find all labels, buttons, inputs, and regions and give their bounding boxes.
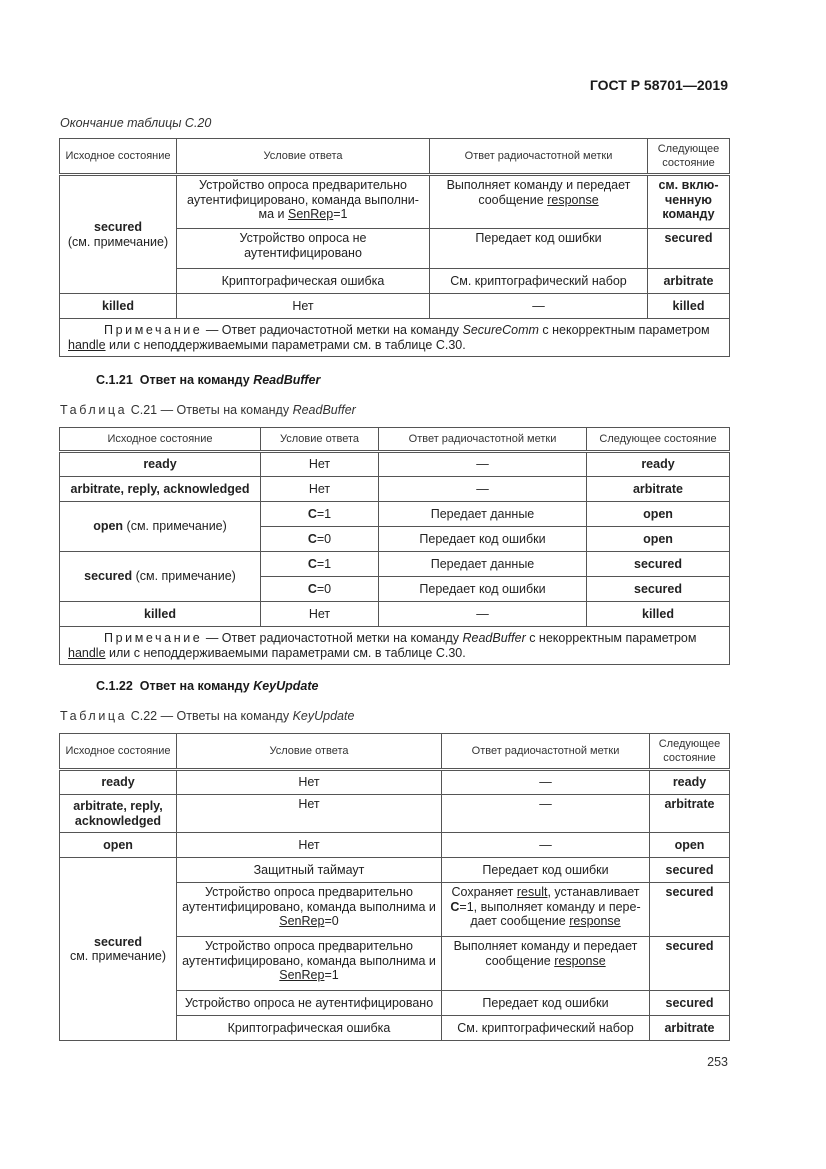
table-c20 <box>59 138 730 357</box>
condition-cell: Устройство опроса предварительно аутентифицировано, команда выполнима и SenRep=1 <box>177 937 442 991</box>
condition-cell: Нет <box>177 294 430 319</box>
table-c20-continuation-caption: Окончание таблицы С.20 <box>60 116 212 130</box>
condition-cell: Нет <box>261 477 379 502</box>
table-c21 <box>59 427 730 665</box>
condition-cell: C=1 <box>261 502 379 527</box>
state-cell <box>60 858 177 1041</box>
response-cell: Передает код ошибки <box>430 229 648 269</box>
response-cell: Сохраняет result, устанавливает C=1, выполняет команду и пере-дает сообщение response <box>442 883 650 937</box>
response-cell: Выполняет команду и передает сообщение response <box>442 937 650 991</box>
condition-cell: Нет <box>177 833 442 858</box>
state-cell: arbitrate, reply, acknowledged <box>60 477 261 502</box>
state-cell: secured (см. примечание) <box>60 552 261 602</box>
table-c21-caption: Таблица С.21 — Ответы на команду ReadBuffer <box>60 403 356 417</box>
response-cell: — <box>430 294 648 319</box>
condition-cell: Устройство опроса не аутентифицировано <box>177 991 442 1016</box>
document-header: ГОСТ Р 58701—2019 <box>589 77 728 93</box>
header-tag-response: Ответ радиочастотной метки <box>442 734 650 770</box>
state-cell: open (см. примечание) <box>60 502 261 552</box>
response-cell: Передает код ошибки <box>442 991 650 1016</box>
response-cell: — <box>379 602 587 627</box>
state-secured: secured <box>94 934 142 949</box>
header-tag-response: Ответ радиочастотной метки <box>430 139 648 175</box>
table-note: Примечание — Ответ радиочастотной метки на команду ReadBuffer с некорректным параметром handle или с неподдерживаемыми параметрами см. в таблице С.30. <box>60 627 730 665</box>
header-next-state: Следующее состояние <box>648 139 730 175</box>
condition-cell: Устройство опроса предварительно аутентифицировано, команда выполнима и SenRep=0 <box>177 883 442 937</box>
response-cell: См. криптографический набор <box>442 1016 650 1041</box>
condition-cell: Устройство опроса предварительно аутентифицировано, команда выполни-ма и SenRep=1 <box>177 175 430 229</box>
next-state-cell: arbitrate <box>587 477 730 502</box>
response-cell: — <box>442 770 650 795</box>
next-state-cell: secured <box>650 883 730 937</box>
response-cell: См. криптографический набор <box>430 269 648 294</box>
response-cell: Передает код ошибки <box>379 577 587 602</box>
header-condition: Условие ответа <box>177 139 430 175</box>
condition-cell: Нет <box>177 795 442 833</box>
next-state-cell: ready <box>650 770 730 795</box>
next-state-cell: killed <box>587 602 730 627</box>
next-state-cell: secured <box>650 937 730 991</box>
next-state-cell: arbitrate <box>648 269 730 294</box>
next-state-cell: open <box>650 833 730 858</box>
next-state-cell: open <box>587 502 730 527</box>
state-cell: open <box>60 833 177 858</box>
next-state-cell: secured <box>650 991 730 1016</box>
condition-cell: Нет <box>261 452 379 477</box>
table-c22-caption: Таблица С.22 — Ответы на команду KeyUpdate <box>60 709 355 723</box>
state-note-ref: см. примечание) <box>69 949 167 963</box>
state-cell: killed <box>60 294 177 319</box>
state-cell: ready <box>60 452 261 477</box>
section-title-c122: С.1.22 Ответ на команду KeyUpdate <box>96 679 319 693</box>
response-cell: — <box>442 795 650 833</box>
condition-cell: Нет <box>261 602 379 627</box>
condition-cell: C=0 <box>261 527 379 552</box>
table-note: Примечание — Ответ радиочастотной метки на команду SecureComm с некорректным параметром handle или с неподдерживаемыми параметрами см. в таблице С.30. <box>60 319 730 357</box>
page-number: 253 <box>707 1055 728 1069</box>
header-next-state: Следующее состояние <box>650 734 730 770</box>
next-state-cell: arbitrate <box>650 795 730 833</box>
state-cell: ready <box>60 770 177 795</box>
section-title-c121: С.1.21 Ответ на команду ReadBuffer <box>96 373 321 387</box>
state-cell <box>60 175 177 294</box>
next-state-cell: ready <box>587 452 730 477</box>
response-cell: Передает код ошибки <box>442 858 650 883</box>
condition-cell: C=0 <box>261 577 379 602</box>
condition-cell: Нет <box>177 770 442 795</box>
condition-cell: Устройство опроса не аутентифицировано <box>177 229 430 269</box>
next-state-cell: secured <box>648 229 730 269</box>
next-state-cell: open <box>587 527 730 552</box>
next-state-cell: secured <box>650 858 730 883</box>
next-state-cell: secured <box>587 577 730 602</box>
header-next-state: Следующее состояние <box>587 428 730 452</box>
response-cell: Передает данные <box>379 502 587 527</box>
next-state-cell: см. вклю-ченную команду <box>648 175 730 229</box>
state-cell: killed <box>60 602 261 627</box>
next-state-cell: secured <box>587 552 730 577</box>
header-condition: Условие ответа <box>261 428 379 452</box>
response-cell: — <box>442 833 650 858</box>
state-secured: secured <box>94 220 142 234</box>
response-cell: Передает код ошибки <box>379 527 587 552</box>
state-cell: arbitrate, reply, acknowledged <box>60 795 177 833</box>
condition-cell: Защитный таймаут <box>177 858 442 883</box>
condition-cell: C=1 <box>261 552 379 577</box>
next-state-cell: killed <box>648 294 730 319</box>
response-cell: — <box>379 452 587 477</box>
header-condition: Условие ответа <box>177 734 442 770</box>
header-tag-response: Ответ радиочастотной метки <box>379 428 587 452</box>
header-initial-state: Исходное состояние <box>60 734 177 770</box>
response-cell: Передает данные <box>379 552 587 577</box>
response-cell: — <box>379 477 587 502</box>
table-c22 <box>59 733 730 1041</box>
condition-cell: Криптографическая ошибка <box>177 269 430 294</box>
response-cell: Выполняет команду и передает сообщение response <box>430 175 648 229</box>
next-state-cell: arbitrate <box>650 1016 730 1041</box>
condition-cell: Криптографическая ошибка <box>177 1016 442 1041</box>
header-initial-state: Исходное состояние <box>60 139 177 175</box>
header-initial-state: Исходное состояние <box>60 428 261 452</box>
state-note-ref: (см. примечание) <box>67 234 169 249</box>
